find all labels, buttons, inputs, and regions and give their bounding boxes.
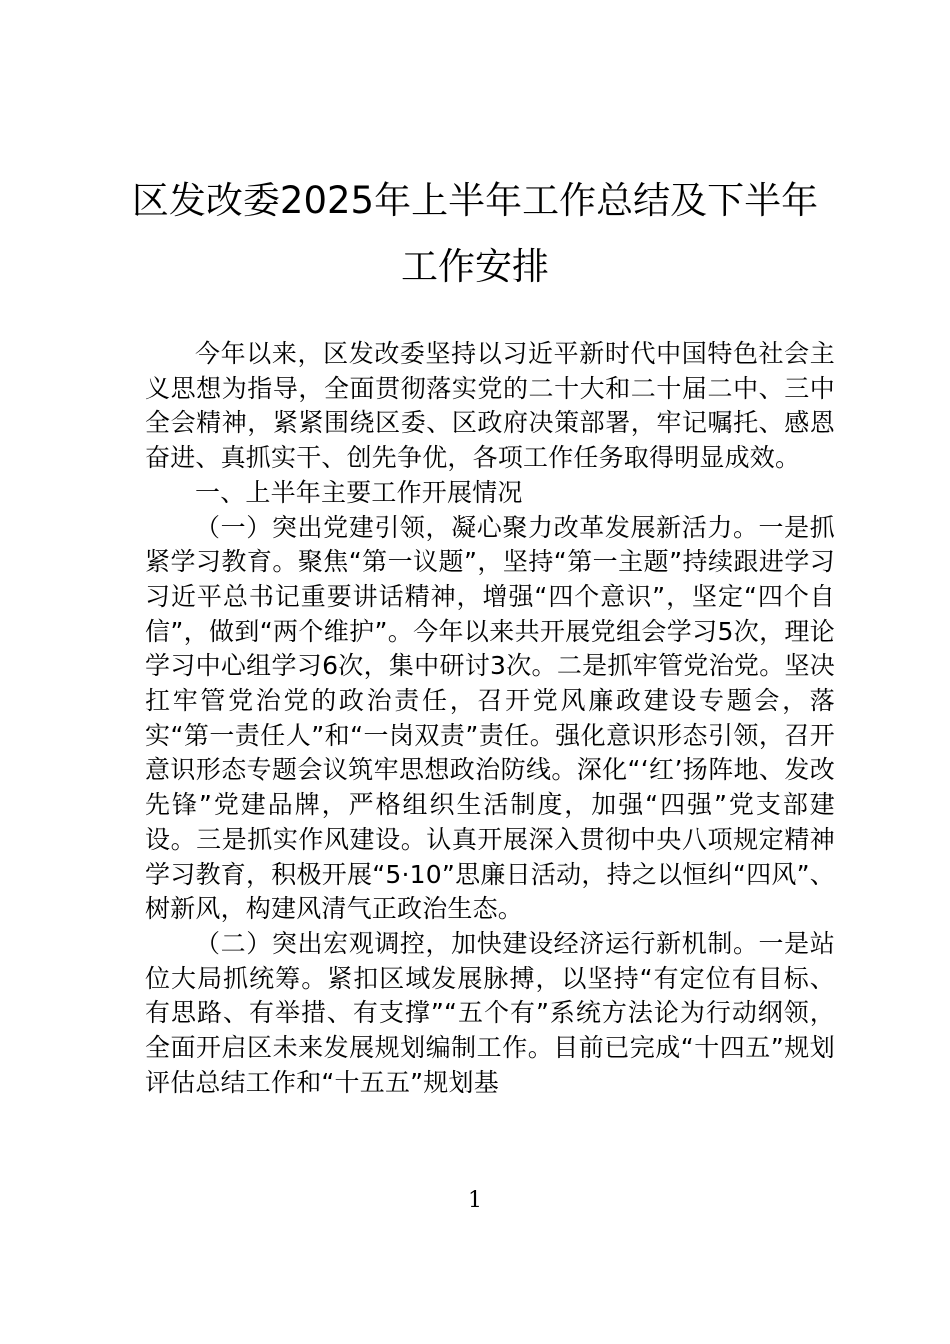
subsection-paragraph-2: （二）突出宏观调控，加快建设经济运行新机制。一是站位大局抓统筹。紧扣区域发展脉搏，以坚持“有定位有目标、有思路、有举措、有支撑”“五个有”系统方法论为行动纲领，全面开启区未来发展规划编制工作。目前已完成“十四五”规划评估总结工作和“十五五”规划基 — [145, 928, 835, 1097]
title-line-1: 区发改委2025年上半年工作总结及下半年 — [131, 179, 819, 222]
intro-paragraph: 今年以来，区发改委坚持以习近平新时代中国特色社会主义思想为指导，全面贯彻落实党的二十大和二十届二中、三中全会精神，紧紧围绕区委、区政府决策部署，牢记嘱托、感恩奋进、真抓实干、创先争优，各项工作任务取得明显成效。 — [145, 339, 835, 473]
document-body — [145, 337, 835, 1100]
document-title — [120, 168, 830, 300]
subsection-paragraph-1: （一）突出党建引领，凝心聚力改革发展新活力。一是抓紧学习教育。聚焦“第一议题”，坚持“第一主题”持续跟进学习习近平总书记重要讲话精神，增强“四个意识”，坚定“四个自信”，做到“两个维护”。今年以来共开展党组会学习5次，理论学习中心组学习6次，集中研讨3次。二是抓牢管党治党。坚决扛牢管党治党的政治责任，召开党风廉政建设专题会，落实“第一责任人”和“一岗双责”责任。强化意识形态引领，召开意识形态专题会议筑牢思想政治防线。深化“‘红’扬阵地、发改先锋”党建品牌，严格组织生活制度，加强“四强”党支部建设。三是抓实作风建设。认真开展深入贯彻中央八项规定精神学习教育，积极开展“5·10”思廉日活动，持之以恒纠“四风”、树新风，构建风清气正政治生态。 — [145, 512, 835, 924]
section-heading-1: 一、上半年主要工作开展情况 — [195, 477, 523, 507]
page-number: 1 — [468, 1188, 482, 1213]
title-line-2: 工作安排 — [401, 245, 549, 288]
